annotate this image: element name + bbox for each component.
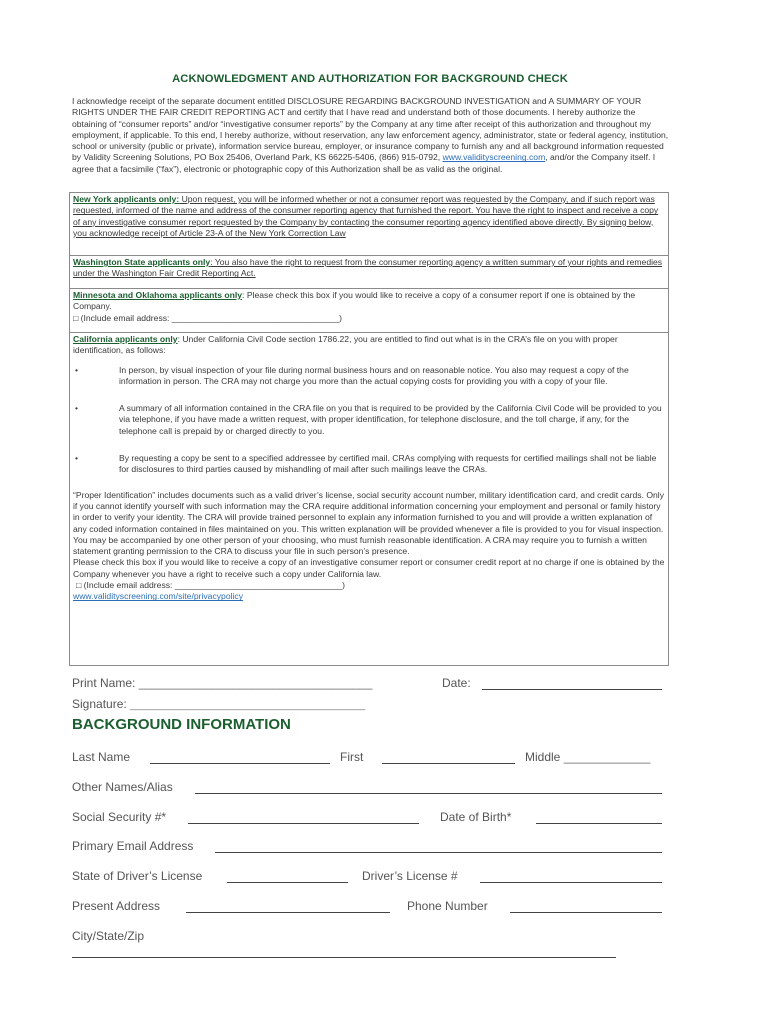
list-item — [73, 403, 665, 437]
washington-section — [69, 255, 669, 288]
middle-name-label — [525, 750, 650, 764]
address-label: Present Address — [72, 899, 161, 913]
proper-identification-text: “Proper Identification” includes documents such as a valid driver’s license, social security account number, military identification card, and credit cards. Only if you cannot identify yourself with such information may the CRA require additional information concerning your employment and personal or family history in order to verify your identity. The CRA will provide trained personnel to explain any information furnished to you and will provide a written explanation of any coded information contained in files maintained on you. This written explanation will be provided whenever a file is provided to you for visual inspection. You may be accompanied by one other person of your choosing, who must furnish reasonable identification. A CRA may require you to furnish a written statement granting permission to the CRA to discuss your file in such person’s presence. — [73, 489, 665, 557]
dl-state-field[interactable] — [227, 882, 348, 883]
dl-number-field[interactable] — [480, 882, 662, 883]
background-information-heading: BACKGROUND INFORMATION — [72, 716, 291, 733]
bullet-icon: • — [75, 364, 79, 375]
email-label: Primary Email Address — [72, 839, 194, 853]
signature-row — [72, 697, 365, 711]
phone-field[interactable] — [510, 912, 662, 913]
list-item — [73, 453, 665, 476]
bullet-text: In person, by visual inspection of your file during normal business hours and on reasonable notice. You also may request a copy of the information in person. The CRA may not charge you more than the actual copying costs for providing you with a copy of your file. — [119, 364, 629, 386]
city-state-zip-field[interactable] — [72, 957, 616, 958]
other-names-label: Other Names/Alias — [72, 780, 173, 794]
list-item — [73, 365, 665, 388]
print-name-row — [72, 676, 372, 690]
print-name-label: Print Name: — [72, 676, 136, 690]
bullet-icon: • — [75, 403, 79, 414]
dob-field[interactable] — [536, 823, 662, 824]
california-check-text: Please check this box if you would like to receive a copy of an investigative consumer report or consumer credit report at no charge if one is obtained by the Company whenever you have a right to receive such a copy under California law. — [73, 557, 665, 579]
bullet-text: By requesting a copy be sent to a specified addressee by certified mail. CRAs complying with requests for certified mailings shall not be liable for disclosures to third parties caused by mishandling of mail after such mailings leave the CRAs. — [119, 453, 657, 475]
intro-text-2: , and/or the Company itself. I agree that a facsimile (“fax”), electronic or photographic copy of this Authorization shall be as valid as the original. — [72, 152, 656, 174]
california-email-checkbox[interactable]: □ (Include email address: ___________________________________) — [76, 580, 345, 591]
privacy-policy-link[interactable]: www.validityscreening.com/site/privacypolicy — [73, 591, 244, 602]
other-names-field[interactable] — [195, 793, 662, 794]
address-field[interactable] — [186, 912, 390, 913]
ssn-label: Social Security #* — [72, 810, 167, 824]
minnesota-text: : Please check this box if you would like to receive a copy of a consumer report if one is obtained by the Company. — [73, 290, 636, 312]
form-title: ACKNOWLEDGMENT AND AUTHORIZATION FOR BACKGROUND CHECK — [172, 73, 568, 85]
dob-label: Date of Birth* — [440, 810, 512, 824]
ssn-field[interactable] — [188, 823, 419, 824]
first-name-field[interactable] — [382, 763, 515, 764]
washington-text: : You also have the right to request from the consumer reporting agency a written summary of your rights and remedies under the Washington Fair Credit Reporting Act. — [73, 257, 663, 279]
date-label: Date: — [442, 676, 471, 690]
intro-text-1: I acknowledge receipt of the separate document entitled DISCLOSURE REGARDING BACKGROUND INVESTIGATION and A SUMMARY OF YOUR RIGHTS UNDER THE FAIR CREDIT REPORTING ACT and certify that I have read and understand both of those documents. I hereby authorize the obtaining of “consumer reports” and/or “investigative consumer reports” by the Company at any time after receipt of this authorization and throughout my employment, if applicable. To this end, I hereby authorize, without reservation, any law enforcement agency, administrator, state or federal agency, institution, school or university (public or private), information service bureau, employer, or insurance company to furnish any and all background information requested by Validity Screening Solutions, PO Box 25406, Overland Park, KS 66225-5406, (866) 915-0792, — [72, 96, 669, 163]
california-section — [69, 332, 669, 666]
last-name-field[interactable] — [150, 763, 330, 764]
validity-website-link[interactable]: www.validityscreening.com — [442, 152, 546, 163]
middle-name-field[interactable]: _____________ — [563, 750, 651, 764]
middle-label-text: Middle — [525, 750, 561, 764]
phone-label: Phone Number — [407, 899, 488, 913]
dl-number-label: Driver’s License # — [362, 869, 458, 883]
minnesota-label: Minnesota and Oklahoma applicants only — [73, 290, 243, 300]
email-field[interactable] — [215, 852, 662, 853]
new-york-text: Upon request, you will be informed whether or not a consumer report was requested by the Company, and if such report was requested, informed of the name and address of the consumer reporting agency that furnished the report. You have the right to inspect and receive a copy of any investigative consumer report requested by the Company by contacting the consumer reporting agency identified above directly. By signing below, you acknowledge receipt of Article 23-A of the New York Correction Law — [73, 194, 659, 238]
last-name-label: Last Name — [72, 750, 131, 764]
california-label: California applicants only — [73, 334, 178, 344]
dl-state-label: State of Driver’s License — [72, 869, 203, 883]
signature-field[interactable]: _______________________________________________ — [130, 700, 366, 710]
minnesota-oklahoma-section — [69, 288, 669, 332]
new-york-section — [69, 192, 669, 255]
washington-label: Washington State applicants only — [73, 257, 211, 267]
intro-paragraph — [72, 96, 672, 175]
signature-label: Signature: — [72, 697, 127, 711]
minnesota-email-checkbox[interactable]: □ (Include email address: ___________________________________) — [73, 312, 342, 323]
bullet-icon: • — [75, 453, 79, 464]
print-name-field[interactable]: ___________________________________ — [138, 676, 373, 690]
new-york-label: New York applicants only: — [73, 194, 180, 204]
california-intro — [73, 334, 665, 357]
california-text: : Under California Civil Code section 1786.22, you are entitled to find out what is in the CRA’s file on you with proper identification, as follows: — [73, 334, 618, 356]
bullet-text: A summary of all information contained in the CRA file on you that is required to be provided by the California Civil Code will be provided to you via telephone, if you have made a written request, with proper identification, for telephone disclosure, and the toll charge, if any, for the telephone call is prepaid by or charged directly to you. — [119, 403, 662, 436]
city-state-zip-label: City/State/Zip — [72, 929, 145, 943]
first-name-label: First — [340, 750, 364, 764]
date-field[interactable] — [482, 689, 662, 690]
